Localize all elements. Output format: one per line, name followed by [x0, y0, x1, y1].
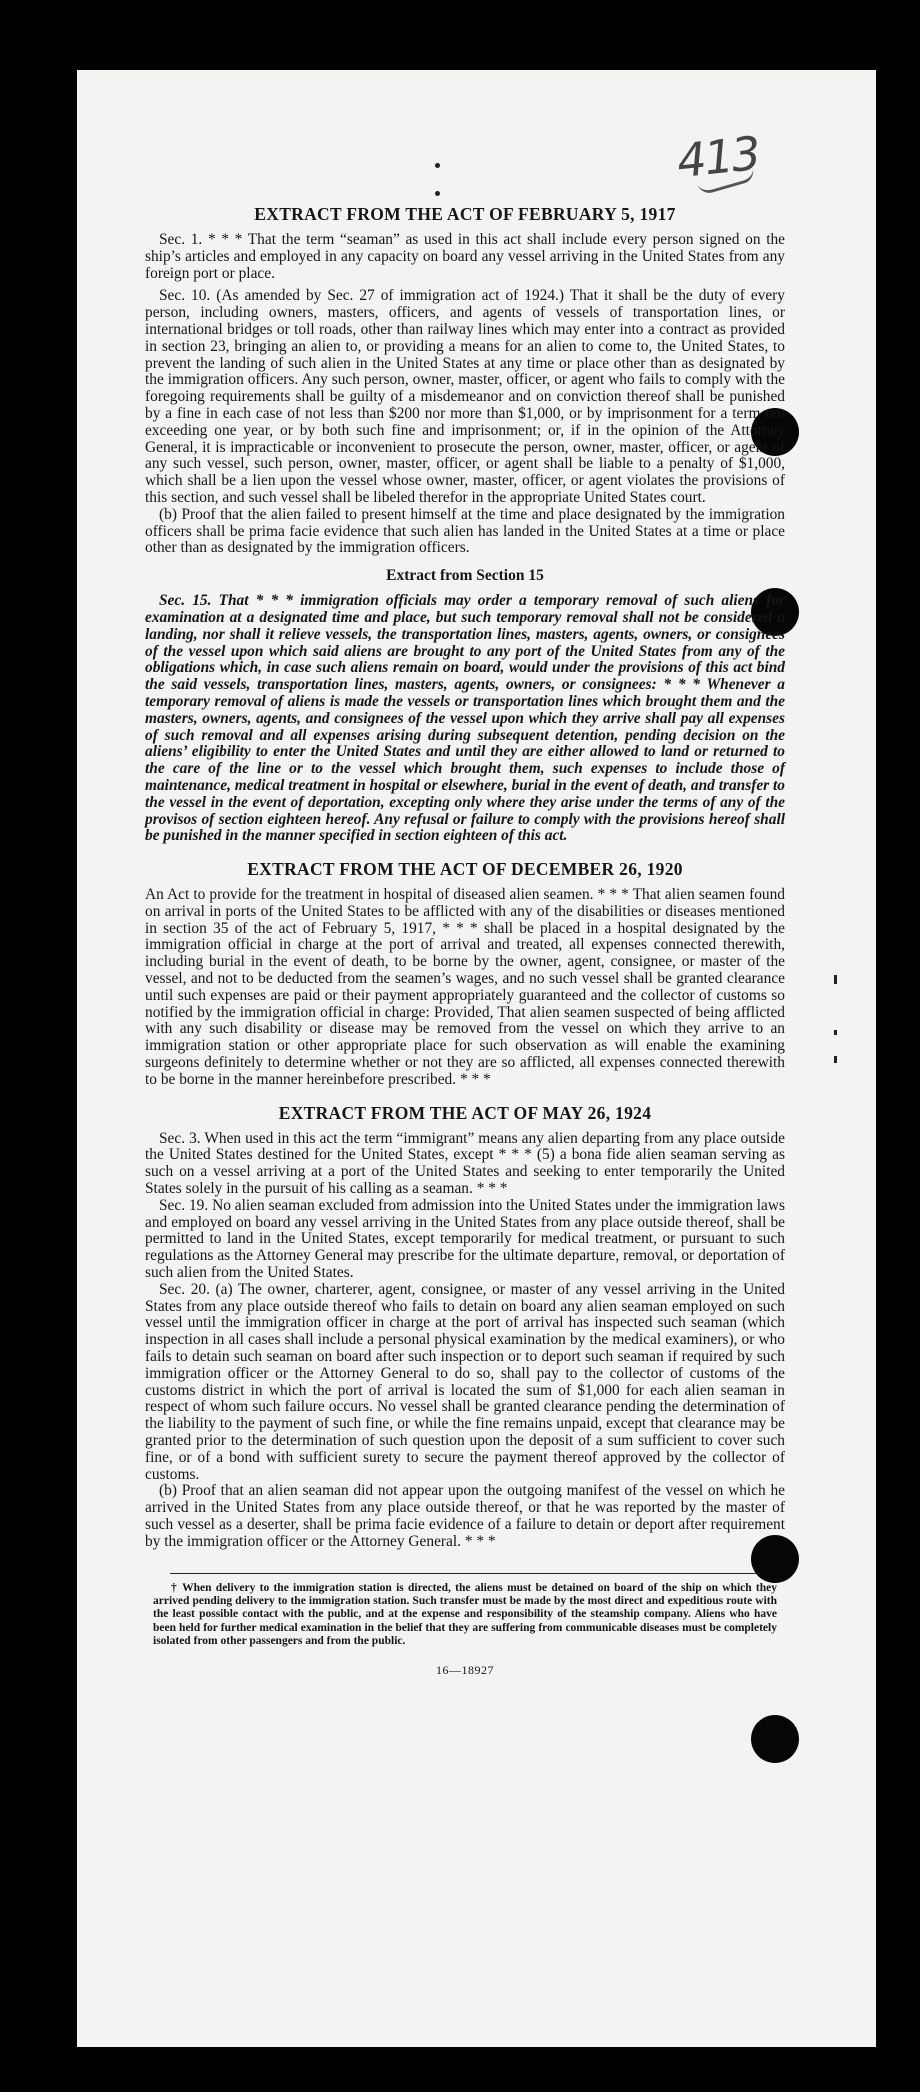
heading-act-1924: EXTRACT FROM THE ACT OF MAY 26, 1924 [278, 1102, 652, 1123]
margin-mark [834, 975, 837, 984]
heading-act-1920: EXTRACT FROM THE ACT OF DECEMBER 26, 1920 [247, 859, 683, 880]
paragraph-sec-15: Sec. 15. That * * * immigration officials may order a temporary removal of such aliens for examination at a designated time and place, but such temporary removal shall not be considered a landing, nor shall it relieve vessels, the transportation lines, masters, agents, owners, or consignees of the vessel upon which said aliens are brought to any port of the United States from any of the obligations which, in case such aliens remain on board, would under the provisions of this act bind the said vessels, transportation lines, masters, agents, owners, or consignees: * * * Whenever a temporary removal of aliens is made the vessels or transportation lines which brought them and the masters, owners, agents, and consignees of the vessel upon which they arrive shall pay all expenses of such removal and all expenses arising during subsequent detention, pending decision on the aliens’ eligibility to enter the United States and until they are either allowed to land or returned to the care of the line or to the vessel which brought them, such expenses to include those of maintenance, medical treatment in hospital or elsewhere, burial in the event of death, and transfer to the vessel in the event of deportation, excepting only where they arise under the terms of any of the provisos of section eighteen hereof. Any refusal or failure to comply with the provisions hereof shall be punished in the manner specified in section eighteen of this act. [145, 592, 785, 845]
heading-act-1917: EXTRACT FROM THE ACT OF FEBRUARY 5, 1917 [254, 204, 676, 224]
footnote-divider [170, 1573, 760, 1574]
document-page [77, 70, 876, 2047]
paragraph-act-1920: An Act to provide for the treatment in hospital of diseased alien seamen. * * * That alien seamen found on arrival in ports of the United States to be afflicted with any of the disabilities or diseases mentioned in section 35 of the act of February 5, 1917, * * * shall be placed in a hospital designated by the immigration official in charge at the port of arrival and treated, all expenses connected therewith, including burial in the event of death, to be borne by the owner, agent, consignee, or master of the vessel, and not to be deducted from the seamen’s wages, and no such vessel shall be granted clearance until such expenses are paid or their payment appropriately guaranteed and the collector of customs so notified by the immigration official in charge: Provided, That alien seamen suspected of being afflicted with any such disability or disease may be removed from the vessel on which they arrive to an immigration station or other appropriate place for such observation as will enable the examining surgeons definitely to determine whether or not they are so afflicted, all expenses connected therewith to be borne in the manner hereinbefore prescribed. * * * [145, 886, 785, 1088]
paragraph-sec-3: Sec. 3. When used in this act the term “immigrant” means any alien departing from any place outside the United States destined for the United States, except * * * (5) a bona fide alien seaman serving as such on a vessel arriving at a port of the United States and seeking to enter temporarily the United States solely in the pursuit of his calling as a seaman. * * * [145, 1129, 785, 1198]
paragraph-sec-20-a: Sec. 20. (a) The owner, charterer, agent, consignee, or master of any vessel arriving in the United States from any place outside thereof who fails to detain on board any alien seaman employed on such vessel until the immigration officer in charge at the port of arrival has inspected such seaman (which inspection in all cases shall include a personal physical examination by the medical examiners), or who fails to detain such seaman on board after such inspection or to deport such seaman if required by such immigration officer or the Attorney General to do so, shall pay to the collector of customs of the customs district in which the port of arrival is located the sum of $1,000 for each alien seaman in respect of whom such failure occurs. No vessel shall be granted clearance pending the determination of the liability to the payment of such fine, or while the fine remains unpaid, except that clearance may be granted prior to the determination of such question upon the deposit of a sum sufficient to cover such fine, or of a bond with sufficient surety to secure the payment thereof approved by the collector of customs. [145, 1280, 785, 1483]
paragraph-sec-20-b: (b) Proof that an alien seaman did not appear upon the outgoing manifest of the vessel on which he arrived in the United States from any place outside thereof, or that he was reported by the master of such vessel as a deserter, shall be prima facie evidence of a failure to detain or deport after requirement by the immigration officer or the Attorney General. * * * [145, 1482, 785, 1550]
paragraph-sec-10-b: (b) Proof that the alien failed to present himself at the time and place designated by the immigration officers shall be prima facie evidence that such alien has landed in the United States at a time or place other than as designated by the immigration officers. [145, 505, 785, 557]
stray-dot [435, 163, 440, 168]
handwritten-page-number: 413 [674, 125, 762, 189]
stray-dot [435, 191, 440, 196]
margin-mark [834, 1030, 837, 1035]
punch-hole [751, 1715, 799, 1763]
paragraph-sec-19: Sec. 19. No alien seaman excluded from admission into the United States under the immigration laws and employed on board any vessel arriving in the United States from any place outside thereof, shall be permitted to land in the United States, except temporarily for medical treatment, or pursuant to such regulations as the Attorney General may prescribe for the ultimate departure, removal, or deportation of such alien from the United States. [145, 1196, 785, 1282]
document-body [145, 200, 785, 1678]
heading-section-15: Extract from Section 15 [386, 567, 544, 585]
margin-mark [834, 1056, 837, 1063]
paragraph-sec-1: Sec. 1. * * * That the term “seaman” as used in this act shall include every person signed on the ship’s articles and employed in any capacity on board any vessel arriving in the United States from any foreign port or place. [145, 231, 785, 282]
print-code: 16—18927 [436, 1662, 494, 1677]
footnote: † When delivery to the immigration station is directed, the aliens must be detained on board of the ship on which they arrived pending delivery to the immigration station. Such transfer must be made by the most direct and expeditious route with the least possible contact with the public, and at the expense and responsibility of the steamship company. Aliens who have been held for further medical examination in the belief that they are suffering from communicable diseases must be completely isolated from other passengers and from the public. [153, 1581, 777, 1648]
paragraph-sec-10: Sec. 10. (As amended by Sec. 27 of immigration act of 1924.) That it shall be the duty of every person, including owners, masters, officers, and agents of vessels of transportation lines, or international bridges or toll roads, other than railway lines which may enter into a contract as provided in section 23, bringing an alien to, or providing a means for an alien to come to, the United States, to prevent the landing of such alien in the United States at any time or place other than as designated by the immigration officers. Any such person, owner, master, officer, or agent who fails to comply with the foregoing requirements shall be guilty of a misdemeanor and on conviction thereof shall be punished by a fine in each case of not less than $200 nor more than $1,000, or by imprisonment for a term not exceeding one year, or by both such fine and imprisonment; or, if in the opinion of the Attorney General, it is impracticable or inconvenient to prosecute the person, owner, master, officer, or agent of any such vessel, such person, owner, master, officer, or agent shall be liable to a penalty of $1,000, which shall be a lien upon the vessel whose owner, master, officer, or agent violates the provisions of this section, and such vessel shall be libeled therefor in the appropriate United States court. [145, 287, 785, 506]
